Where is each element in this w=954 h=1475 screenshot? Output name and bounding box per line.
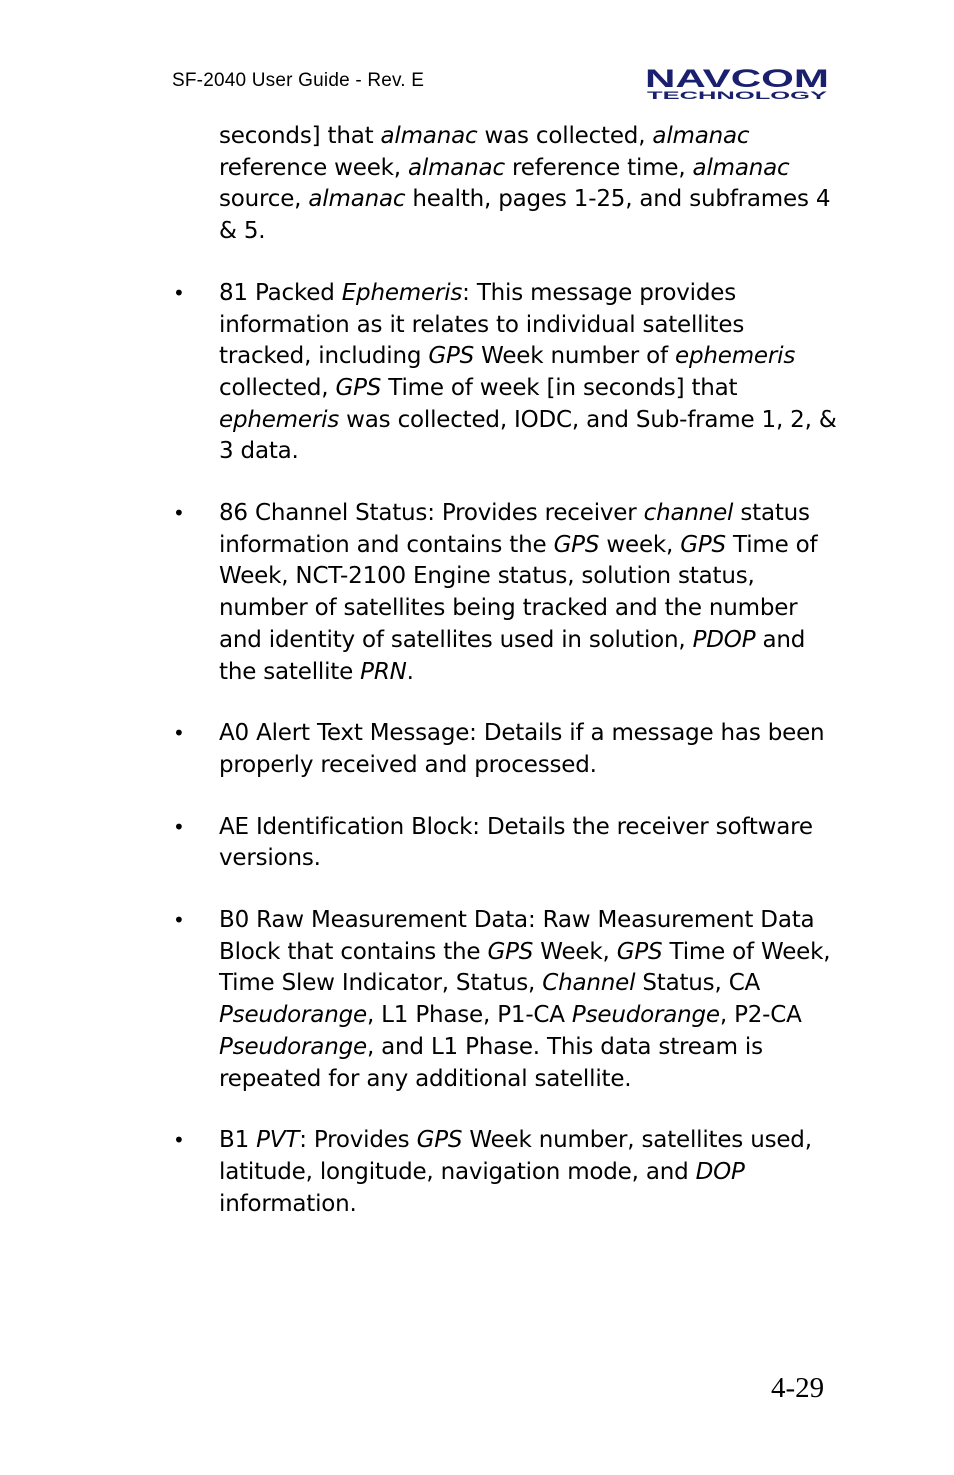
bullet-icon: •	[173, 501, 185, 526]
list-item-b0-raw-measurement-data: • B0 Raw Measurement Data: Raw Measurement Data Block that contains the GPS Week, GPS Time of Week, Time Slew Indicator, Status, Channel Status, CA Pseudorange, L1 Phase, P1-CA Pseudorange, P2-CA Pseudorange, and L1 Phase. This data stream is repeated for any additional satellite.	[173, 907, 831, 1092]
page-number: 4-29	[771, 1372, 825, 1404]
list-item-86-channel-status: • 86 Channel Status: Provides receiver channel status information and contains the GPS week, GPS Time of Week, NCT-2100 Engine status, solution status, number of satellites being tracked and the number and identity of satellites used in solution, PDOP and the satellite PRN.	[173, 500, 818, 685]
bullet-icon: •	[173, 1128, 185, 1153]
list-item-ae-identification-block: • AE Identification Block: Details the receiver software versions.	[173, 813, 813, 872]
page-content	[173, 121, 839, 1220]
intro-paragraph: seconds] that almanac was collected, almanac reference week, almanac reference time, almanac source, almanac health, pages 1-25, and subframes 4 & 5.	[219, 123, 831, 245]
navcom-technology-logo	[644, 67, 830, 101]
list-item-b1-pvt: • B1 PVT: Provides GPS Week number, satellites used, latitude, longitude, navigation mode, and DOP information.	[173, 1127, 812, 1217]
logo-technology-text: TECHNOLOGY	[647, 90, 829, 101]
logo-navcom-text: NAVCOM	[645, 67, 829, 93]
bullet-icon: •	[173, 908, 185, 933]
bullet-icon: •	[173, 280, 185, 305]
bullet-icon: •	[173, 721, 185, 746]
document-header-title: SF-2040 User Guide - Rev. E	[172, 70, 425, 91]
list-item-a0-alert-text-message: • A0 Alert Text Message: Details if a message has been properly received and processed.	[173, 720, 825, 778]
list-item-81-packed-ephemeris: • 81 Packed Ephemeris: This message provides information as it relates to individual satellites tracked, including GPS Week number of ephemeris collected, GPS Time of week [in seconds] that ephemeris was collected, IODC, and Sub-frame 1, 2, & 3 data.	[173, 279, 837, 465]
bullet-icon: •	[173, 814, 185, 839]
